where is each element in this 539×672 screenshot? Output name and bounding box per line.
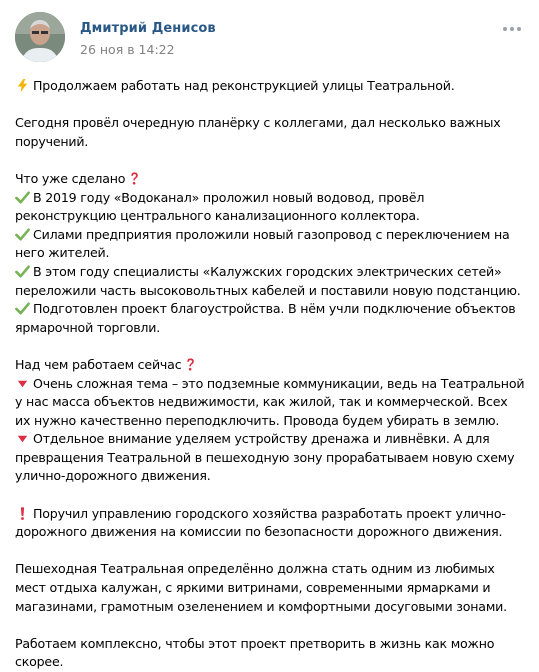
pedestrian-paragraph: Пешеходная Театральная определённо должна стать одним из любимых мест отдыха калужан, с яркими витринами, современными ярмарками и магазинами, грамотным озеленением и комфортными досуговыми зонами. [15,561,507,614]
more-options-icon[interactable] [500,21,524,37]
final-paragraph: Работаем комплексно, чтобы этот проект претворить в жизнь как можно скорее. [15,635,495,670]
red-question-icon [127,171,142,186]
post-header [15,12,524,64]
post-text [15,77,525,672]
red-triangle-down-icon [15,431,30,446]
work-item-2: Отдельное внимание уделяем устройству дренажа и ливнёвки. А для превращения Театральной в пешеходную зону прорабатываем новую схему улично-дорожного движения. [15,431,515,484]
work-item-1: Очень сложная тема – это подземные коммуникации, ведь на Театральной у нас масса объектов недвижимости, как жилой, так и коммерческой. Всех их нужно качественно переподключить. Провода будем убирать в землю. [15,375,525,428]
red-triangle-down-icon [15,376,30,391]
check-mark-icon [15,264,30,279]
done-item-1: В 2019 году «Водоканал» проложил новый водовод, провёл реконструкцию центрального канализационного коллектора. [15,189,425,224]
lightning-icon [15,78,30,93]
order-paragraph: Поручил управлению городского хозяйства разработать проект улично-дорожного движения на комиссии по безопасности дорожного движения. [15,505,506,540]
avatar[interactable] [15,12,65,62]
done-item-2: Силами предприятия проложили новый газопровод с переключением на него жителей. [15,226,510,261]
done-item-3: В этом году специалисты «Калужских городских электрических сетей» переложили часть высоковольтных кабелей и поставили новую подстанцию. [15,263,521,298]
intro-paragraph: Продолжаем работать над реконструкцией улицы Театральной. [15,77,525,96]
summary-paragraph: Сегодня провёл очередную планёрку с коллегами, дал несколько важных поручений. [15,115,501,149]
check-mark-icon [15,301,30,316]
done-header: Что уже сделано [15,170,525,189]
author-name[interactable]: Дмитрий Денисов [80,21,216,36]
check-mark-icon [15,227,30,242]
work-header: Над чем работаем сейчас [15,356,525,375]
red-exclamation-icon [15,506,30,521]
post-date[interactable]: 26 ноя в 14:22 [80,42,175,57]
check-mark-icon [15,190,30,205]
done-item-4: Подготовлен проект благоустройства. В нём учли подключение объектов ярмарочной торговли. [15,301,516,335]
red-question-icon [183,357,198,372]
